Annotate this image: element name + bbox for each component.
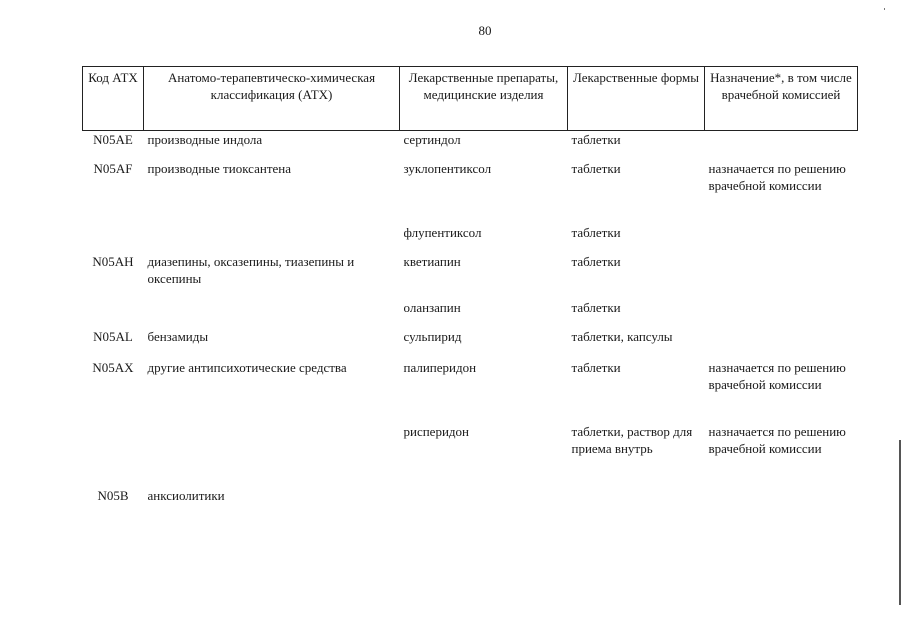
table-row [83, 131, 858, 160]
cell-classification: диазепины, оксазепины, тиазепины и оксепины [147, 253, 355, 286]
cell-code: N05AH [92, 253, 134, 269]
cell-drug: оланзапин [403, 299, 461, 315]
cell-form: таблетки [571, 160, 621, 176]
table-row [83, 253, 858, 299]
scan-edge-mark-top [884, 8, 885, 10]
cell-drug: сульпирид [403, 328, 462, 344]
cell-code: N05AF [93, 160, 133, 176]
cell-code: N05B [97, 487, 129, 503]
cell-drug: зуклопентиксол [403, 160, 492, 176]
table-row [83, 487, 858, 507]
cell-classification [144, 224, 400, 253]
scan-edge-mark-bottom [899, 440, 901, 605]
cell-purpose [705, 328, 858, 359]
cell-form: таблетки [571, 253, 621, 269]
table-row [83, 423, 858, 487]
cell-form: таблетки [571, 299, 621, 315]
cell-classification: другие антипсихотические средства [147, 359, 347, 375]
cell-form: таблетки [571, 224, 621, 240]
cell-code [83, 224, 144, 253]
cell-drug: палиперидон [403, 359, 477, 375]
cell-purpose: назначается по решению врачебной комиссии [708, 359, 846, 392]
table-row [83, 160, 858, 224]
cell-purpose [705, 224, 858, 253]
cell-code [83, 299, 144, 328]
cell-purpose: назначается по решению врачебной комиссии [708, 160, 846, 193]
table-row [83, 224, 858, 253]
header-purpose: Назначение*, в том числе врачебной комиссией [705, 67, 858, 131]
cell-classification: анксиолитики [147, 487, 225, 503]
cell-classification [144, 299, 400, 328]
table-header-row [83, 67, 858, 131]
cell-form: таблетки [571, 359, 621, 375]
cell-code: N05AX [92, 359, 134, 375]
cell-purpose [705, 131, 858, 160]
cell-purpose [705, 299, 858, 328]
cell-form: таблетки [571, 132, 621, 147]
cell-classification: производные индола [147, 132, 263, 147]
cell-purpose [705, 487, 858, 507]
table-row [83, 359, 858, 423]
cell-drug: сертиндол [403, 132, 461, 147]
cell-drug: флупентиксол [403, 224, 482, 240]
cell-code: N05AL [93, 328, 133, 344]
header-forms: Лекарственные формы [568, 67, 705, 131]
header-code: Код АТХ [83, 67, 144, 131]
cell-code: N05AE [93, 132, 133, 147]
atx-table [82, 66, 858, 507]
cell-purpose: назначается по решению врачебной комиссии [708, 423, 846, 456]
cell-drug: кветиапин [403, 253, 461, 269]
cell-form [568, 487, 705, 507]
cell-classification [144, 423, 400, 487]
table-row [83, 299, 858, 328]
cell-drug: рисперидон [403, 423, 469, 439]
cell-form: таблетки, раствор для приема внутрь [571, 423, 693, 456]
cell-drug [400, 487, 568, 507]
cell-purpose [705, 253, 858, 299]
table-row [83, 328, 858, 359]
header-drugs: Лекарственные препараты, медицинские изделия [400, 67, 568, 131]
cell-code [83, 423, 144, 487]
cell-classification: производные тиоксантена [147, 160, 292, 176]
page-number: 80 [478, 23, 492, 38]
header-classification: Анатомо-терапевтическо-химическая классификация (АТХ) [144, 67, 400, 131]
cell-classification: бензамиды [147, 328, 209, 344]
cell-form: таблетки, капсулы [571, 328, 673, 344]
